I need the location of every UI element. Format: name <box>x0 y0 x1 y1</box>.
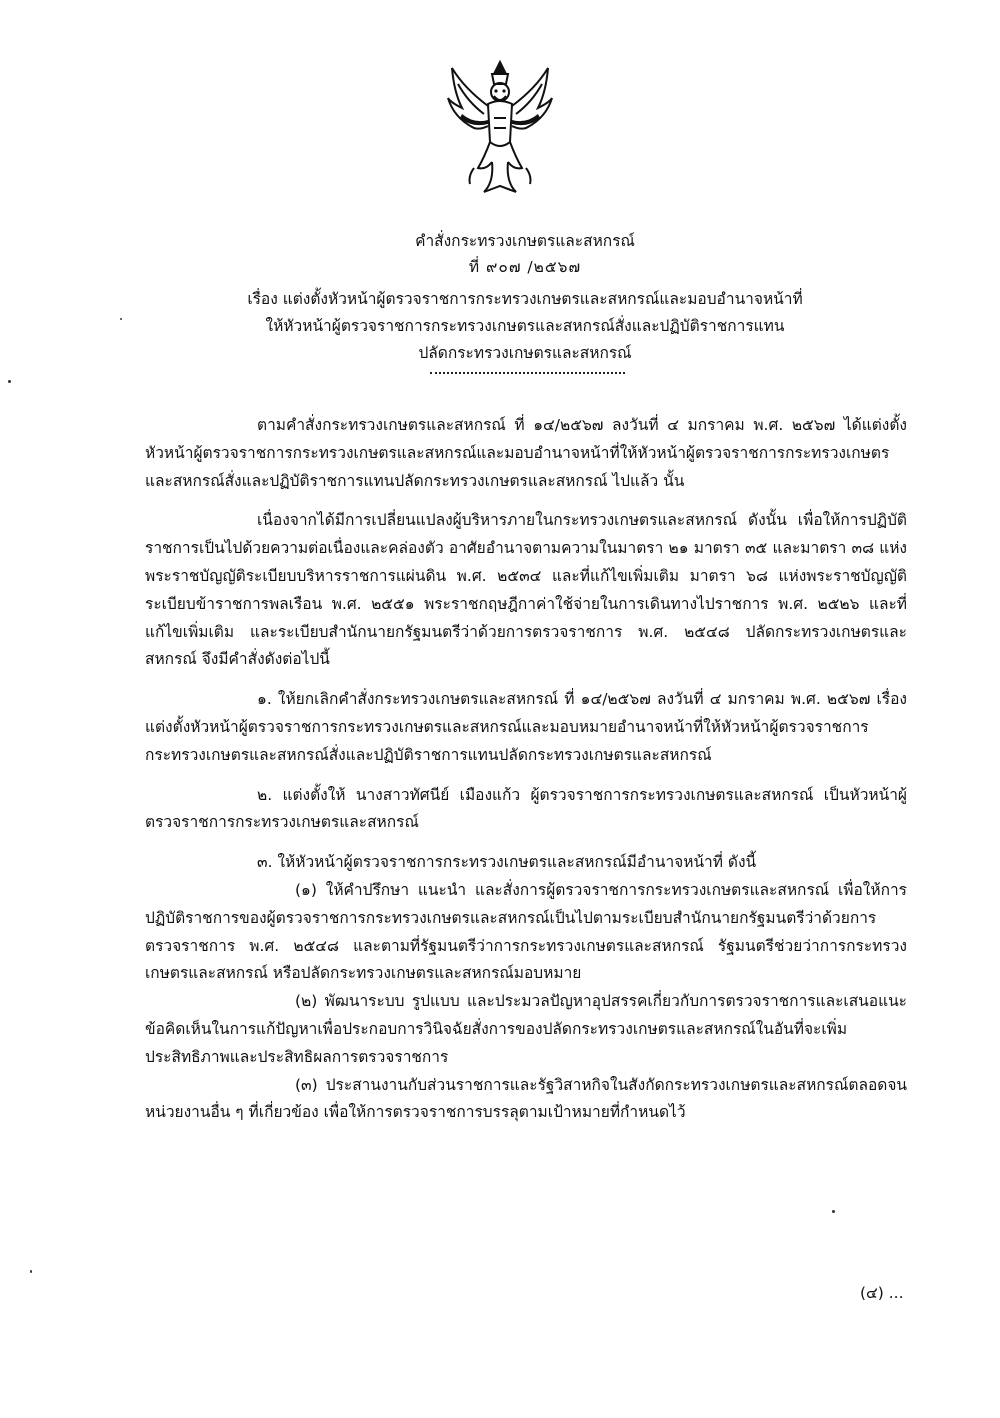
garuda-emblem-icon <box>444 58 556 198</box>
paragraph: ตามคำสั่งกระทรวงเกษตรและสหกรณ์ ที่ ๑๔/๒๕๖๗ ลงวันที่ ๔ มกราคม พ.ศ. ๒๕๖๗ ได้แต่งตั้งหัวหน้าผู้ตรวจราชการกระทรวงเกษตรและสหกรณ์และมอบอำนาจหน้าที่ให้หัวหน้าผู้ตรวจราชการกระทรวงเกษตรและสหกรณ์สั่งและปฏิบัติราชการแทนปลัดกระทรวงเกษตรและสหกรณ์ ไปแล้ว นั้น <box>145 416 907 490</box>
scan-speck <box>120 318 122 320</box>
subject-line: ปลัดกระทรวงเกษตรและสหกรณ์ <box>418 344 632 362</box>
paragraph: ๓. ให้หัวหน้าผู้ตรวจราชการกระทรวงเกษตรและสหกรณ์มีอำนาจหน้าที่ ดังนี้ <box>257 853 757 872</box>
scan-speck <box>8 380 11 383</box>
subject-line: ให้หัวหน้าผู้ตรวจราชการกระทรวงเกษตรและสหกรณ์สั่งและปฏิบัติราชการแทน <box>265 317 785 335</box>
paragraph: ๑. ให้ยกเลิกคำสั่งกระทรวงเกษตรและสหกรณ์ ที่ ๑๔/๒๕๖๗ ลงวันที่ ๔ มกราคม พ.ศ. ๒๕๖๗ เรื่อง แต่งตั้งหัวหน้าผู้ตรวจราชการกระทรวงเกษตรและสหกรณ์และมอบหมายอำนาจหน้าที่ให้หัวหน้าผู้ตรวจราชการกระทรวงเกษตรและสหกรณ์สั่งและปฏิบัติราชการแทนปลัดกระทรวงเกษตรและสหกรณ์ <box>145 690 907 764</box>
page-continuation: (๔) ... <box>860 1284 904 1302</box>
subject-line: เรื่อง แต่งตั้งหัวหน้าผู้ตรวจราชการกระทรวงเกษตรและสหกรณ์และมอบอำนาจหน้าที่ <box>247 290 803 308</box>
sub-item: (๒) พัฒนาระบบ รูปแบบ และประมวลปัญหาอุปสรรคเกี่ยวกับการตรวจราชการและเสนอแนะข้อคิดเห็นในการแก้ปัญหาเพื่อประกอบการวินิจฉัยสั่งการของปลัดกระทรวงเกษตรและสหกรณ์ในอันที่จะเพิ่มประสิทธิภาพและประสิทธิผลการตรวจราชการ <box>145 992 907 1066</box>
divider <box>430 372 625 374</box>
order-number: ที่ ๙๐๗ /๒๕๖๗ <box>468 258 582 276</box>
paragraph: เนื่องจากได้มีการเปลี่ยนแปลงผู้บริหารภายในกระทรวงเกษตรและสหกรณ์ ดังนั้น เพื่อให้การปฏิบัติราชการเป็นไปด้วยความต่อเนื่องและคล่องตัว อาศัยอำนาจตามความในมาตรา ๒๑ มาตรา ๓๕ และมาตรา ๓๘ แห่งพระราชบัญญัติระเบียบบริหารราชการแผ่นดิน พ.ศ. ๒๕๓๔ และที่แก้ไขเพิ่มเติม มาตรา ๖๘ แห่งพระราชบัญญัติระเบียบข้าราชการพลเรือน พ.ศ. ๒๕๕๑ พระราชกฤษฎีกาค่าใช้จ่ายในการเดินทางไปราชการ พ.ศ. ๒๕๒๖ และที่แก้ไขเพิ่มเติม และระเบียบสำนักนายกรัฐมนตรีว่าด้วยการตรวจราชการ พ.ศ. ๒๕๔๘ ปลัดกระทรวงเกษตรและสหกรณ์ จึงมีคำสั่งดังต่อไปนี้ <box>145 511 907 669</box>
scan-speck <box>832 1210 835 1213</box>
paragraph: ๒. แต่งตั้งให้ นางสาวทัศนีย์ เมืองแก้ว ผู้ตรวจราชการกระทรวงเกษตรและสหกรณ์ เป็นหัวหน้าผู้ตรวจราชการกระทรวงเกษตรและสหกรณ์ <box>145 785 907 832</box>
scan-speck <box>30 1270 32 1273</box>
sub-item: (๑) ให้คำปรึกษา แนะนำ และสั่งการผู้ตรวจราชการกระทรวงเกษตรและสหกรณ์ เพื่อให้การปฏิบัติราชการของผู้ตรวจราชการกระทรวงเกษตรและสหกรณ์เป็นไปตามระเบียบสำนักนายกรัฐมนตรีว่าด้วยการตรวจราชการ พ.ศ. ๒๕๔๘ และตามที่รัฐมนตรีว่าการกระทรวงเกษตรและสหกรณ์ รัฐมนตรีช่วยว่าการกระทรวงเกษตรและสหกรณ์ หรือปลัดกระทรวงเกษตรและสหกรณ์มอบหมาย <box>145 880 907 983</box>
order-title: คำสั่งกระทรวงเกษตรและสหกรณ์ <box>415 232 635 250</box>
sub-item: (๓) ประสานงานกับส่วนราชการและรัฐวิสาหกิจในสังกัดกระทรวงเกษตรและสหกรณ์ตลอดจนหน่วยงานอื่น ๆ ที่เกี่ยวข้อง เพื่อให้การตรวจราชการบรรลุตามเป้าหมายที่กำหนดไว้ <box>145 1075 907 1122</box>
order-body <box>145 412 907 1127</box>
